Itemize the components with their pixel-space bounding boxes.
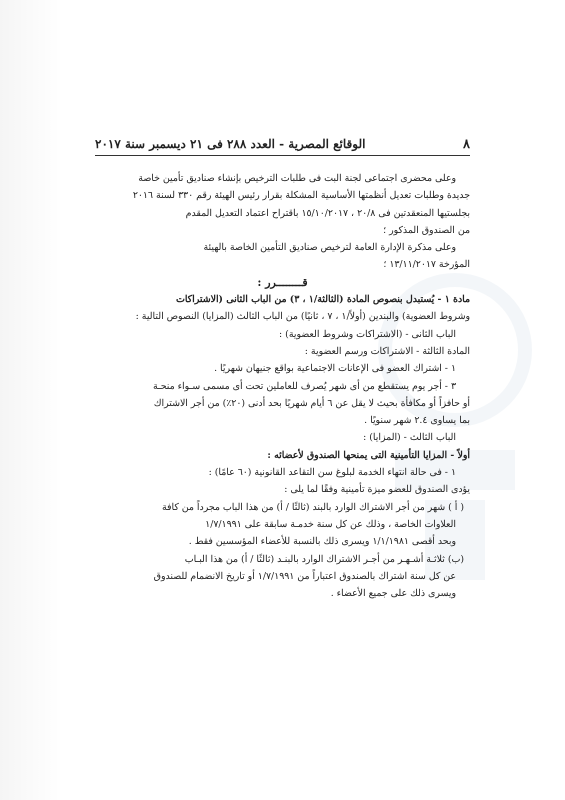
clause-line: ١ - فى حالة انتهاء الخدمة لبلوغ سن التقاعد القانونية (٦٠ عامًا) :: [208, 467, 456, 479]
paragraph-line: أو حافزاً أو مكافأة بحيث لا يقل عن ٦ أيام شهريًا بحد أدنى (٢٠٪) من أجر الاشتراك: [153, 397, 470, 409]
article-title: مادة ١ - يُستبدل بنصوص المادة (الثالثة/١ ، ٣) من الباب الثانى (الاشتراكات: [176, 294, 470, 306]
paragraph-line: يؤدى الصندوق للعضو ميزة تأمينية وفقًا لما يلى :: [284, 484, 470, 496]
paragraph-line: جديدة وطلبات تعديل أنظمتها الأساسية المشكلة بقرار رئيس الهيئة رقم ٣٣٠ لسنة ٢٠١٦: [132, 190, 470, 202]
paragraph-line: وبحد أقصى ١/١/١٩٨١ ويسرى ذلك بالنسبة للأعضاء المؤسسين فقط .: [188, 536, 456, 548]
paragraph-line: العلاوات الخاصة ، وذلك عن كل سنة خدمـة سابقة على ١/٧/١٩٩١: [205, 518, 456, 530]
paragraph-line: وعلى مذكرة الإدارة العامة لترخيص صناديق التأمين الخاصة بالهيئة: [203, 242, 456, 254]
chapter-heading: الباب الثانى - (الاشتراكات وشروط العضوية) :: [279, 328, 456, 340]
scan-edge-shadow: [0, 0, 60, 800]
document-body: [95, 170, 470, 602]
decision-heading: قــــــــرر :: [257, 275, 308, 289]
page-number: ٨: [463, 136, 470, 152]
paragraph-line: المؤرخة ١٣/١١/٢٠١٧ ؛: [383, 259, 470, 271]
section-heading: أولاً - المزايا التأمينية التى يمنحها الصندوق لأعضائه :: [267, 449, 470, 461]
clause-line: (ب) ثلاثـة أشـهـر من أجـر الاشتراك الوارد بالبنـد (ثالثًا / أ) من هذا البـاب: [184, 553, 464, 565]
gazette-title: الوقائع المصرية - العدد ٢٨٨ فى ٢١ ديسمبر سنة ٢٠١٧: [95, 137, 366, 151]
clause-line: ( أ ) شهر من أجر الاشتراك الوارد بالبند (ثالثًا / أ) من هذا الباب مجرداً من كافة: [161, 501, 464, 513]
clause-line: ٣ - أجر يوم يستقطع من أى شهر يُصرف للعاملين تحت أى مسمى سـواء منحـة: [152, 380, 456, 392]
paragraph-line: وشروط العضوية) والبندين (أولاً/١ ، ٧ ، ثانيًا) من الباب الثالث (المزايا) النصوص التالية :: [135, 311, 470, 323]
paragraph-line: عن كل سنة اشتراك بالصندوق اعتباراً من ١/٧/١٩٩١ أو تاريخ الانضمام للصندوق: [153, 570, 456, 582]
page-header: [95, 133, 470, 156]
paragraph-line: بجلستيها المنعقدتين فى ٢٠/٨ ، ١٥/١٠/٢٠١٧ باقتراح اعتماد التعديل المقدم: [185, 207, 470, 219]
paragraph-line: من الصندوق المذكور ؛: [383, 224, 470, 236]
chapter-heading: الباب الثالث - (المزايا) :: [363, 432, 456, 444]
paragraph-line: وعلى محضرى اجتماعى لجنة البت فى طلبات الترخيص بإنشاء صناديق تأمين خاصة: [138, 173, 456, 184]
article-heading: المادة الثالثة - الاشتراكات ورسم العضوية :: [304, 345, 470, 357]
paragraph-line: بما يساوى ٢.٤ شهر سنويًا .: [364, 415, 470, 427]
paragraph-line: ويسرى ذلك على جميع الأعضاء .: [330, 588, 456, 600]
clause-line: ١ - اشتراك العضو فى الإعانات الاجتماعية بواقع جنيهان شهريًا .: [214, 363, 456, 375]
